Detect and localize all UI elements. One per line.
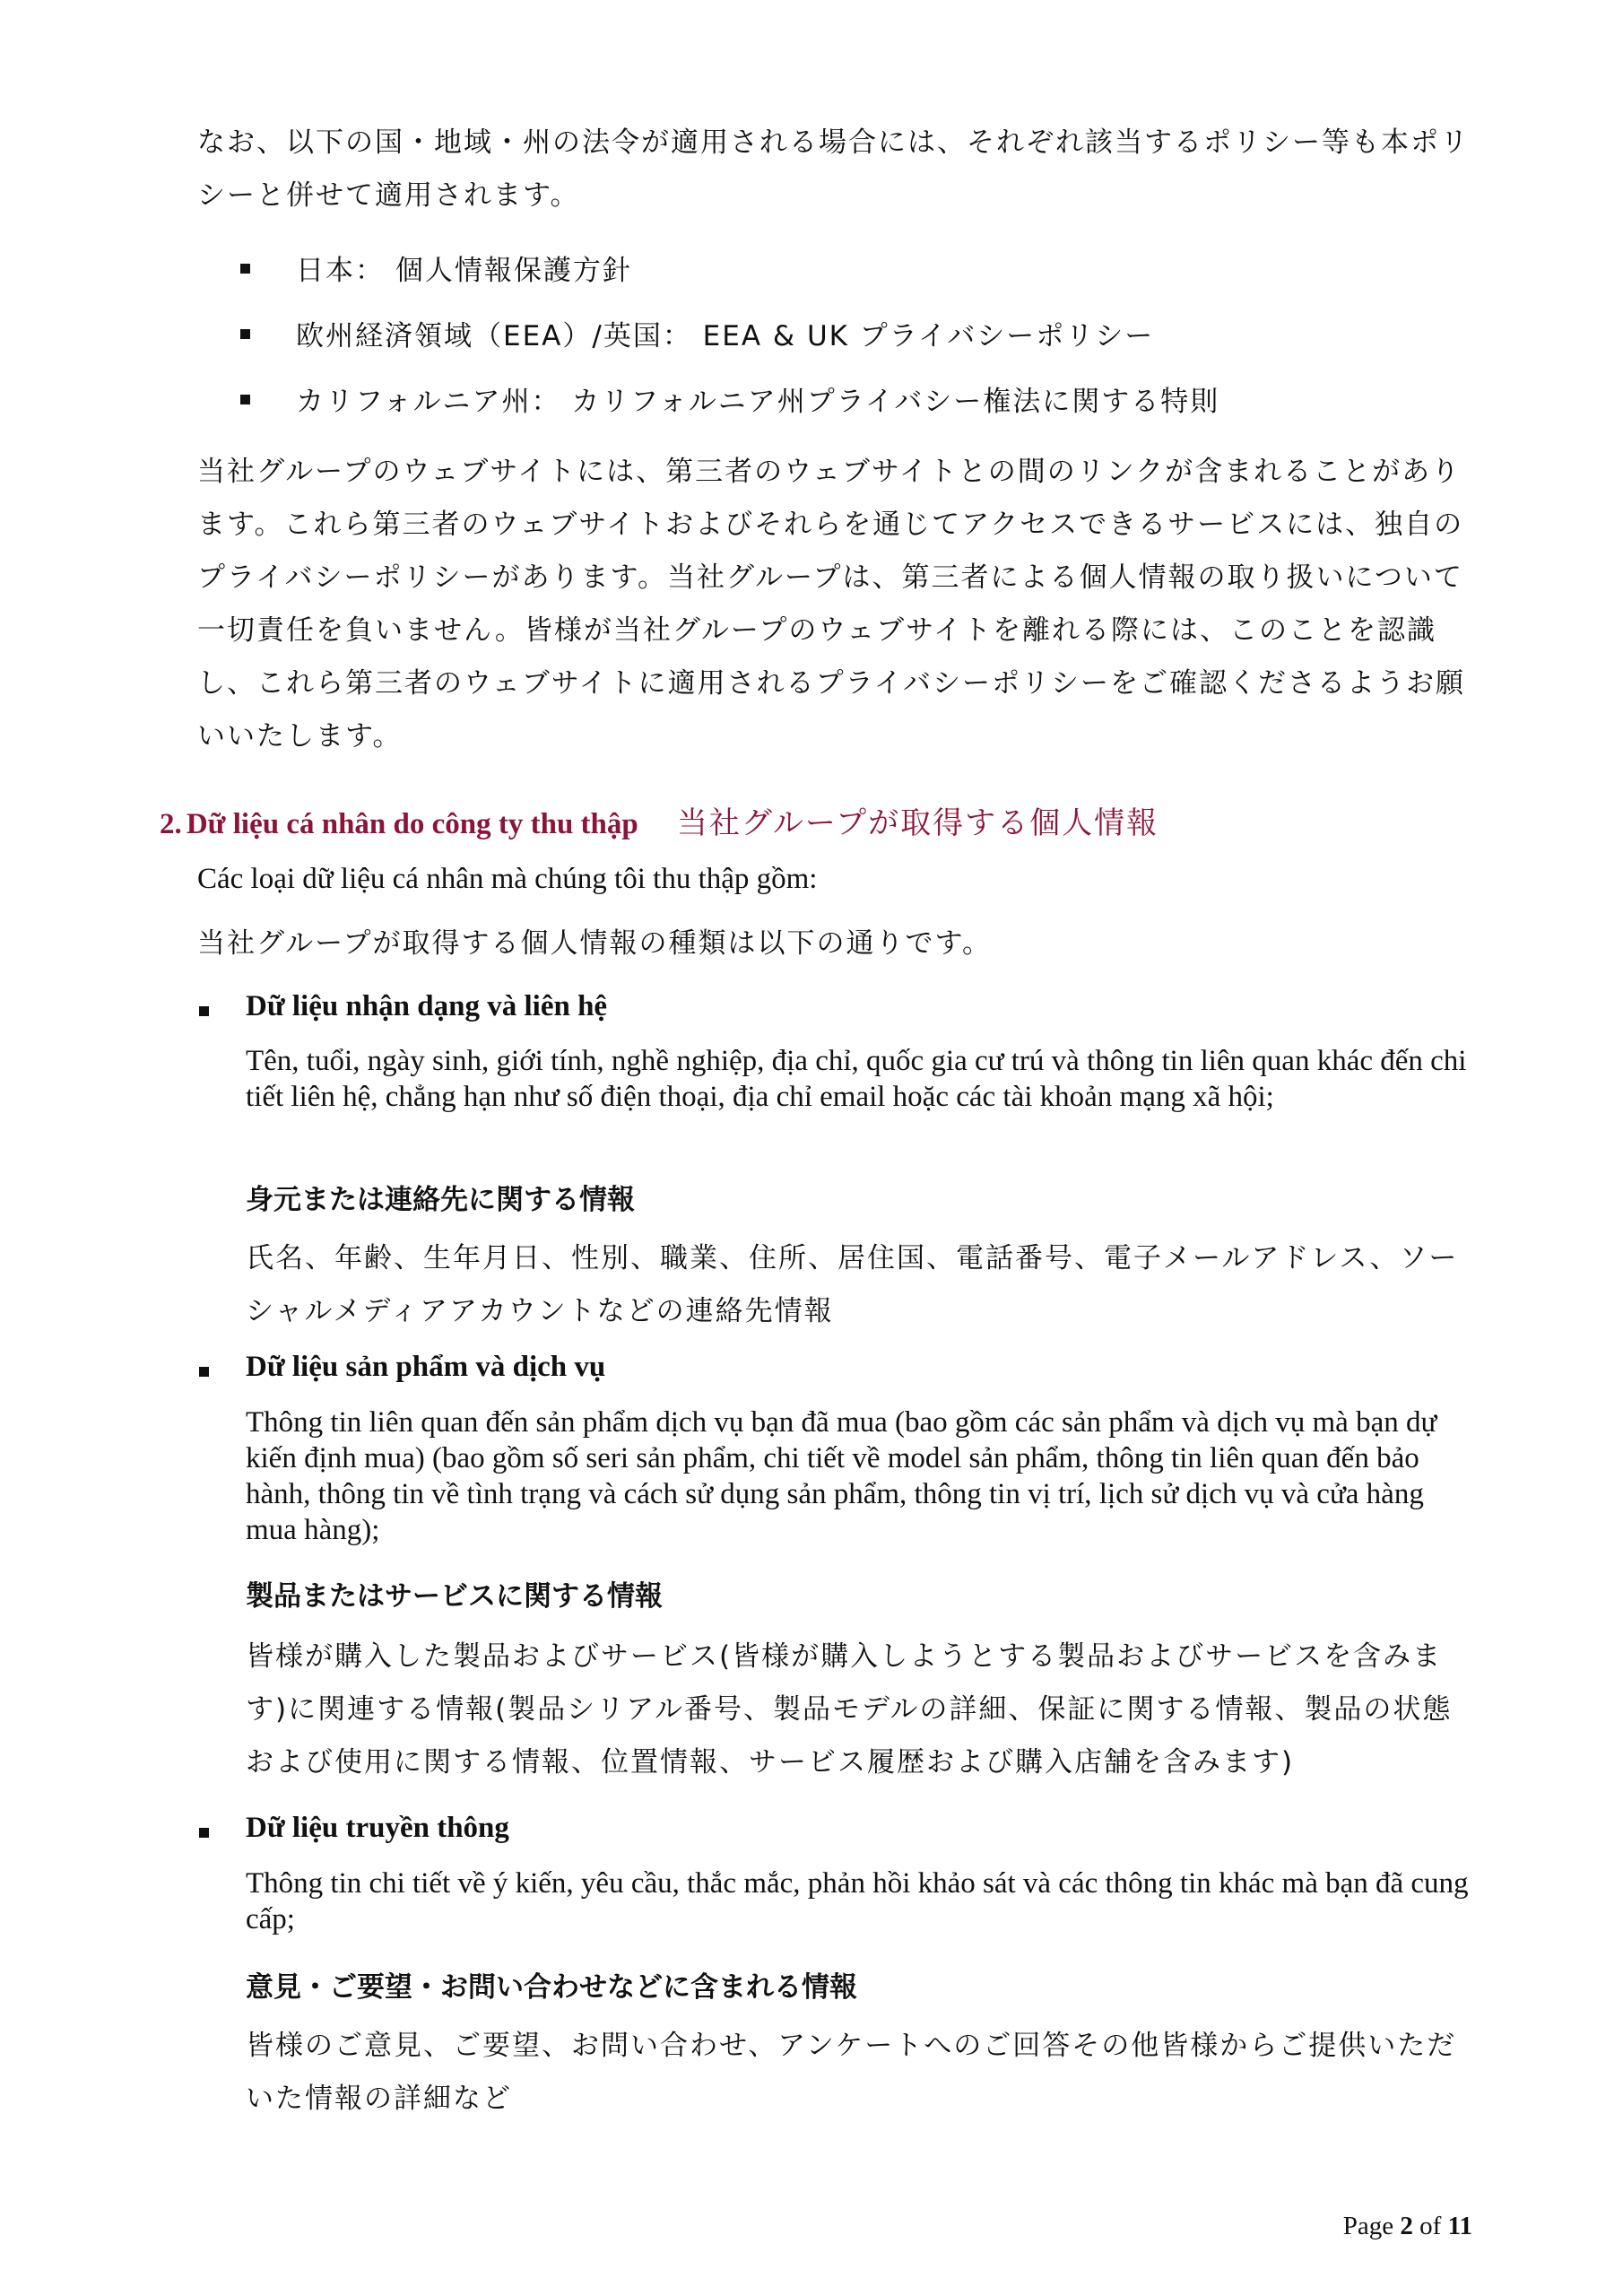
square-bullet-icon xyxy=(199,1006,209,1016)
intro-paragraph: なお、以下の国・地域・州の法令が適用される場合には、それぞれ該当するポリシー等も本ポリシーと併せて適用されます。 xyxy=(197,126,1470,212)
item-body-jp: 皆様が購入した製品およびサービス(皆様が購入しようとする製品およびサービスを含みます)に関連する情報(製品シリアル番号、製品モデルの詳細、保証に関する情報、製品の状態および使用に関する情報、位置情報、サービス履歴および購入店舗を含みます) xyxy=(246,1640,1453,1779)
list-item-text: 日本： 個人情報保護方針 xyxy=(296,255,632,287)
item-title-vn: Dữ liệu nhận dạng và liên hệ xyxy=(246,990,608,1022)
section-intro-jp: 当社グループが取得する個人情報の種類は以下の通りです。 xyxy=(197,927,993,960)
item-title-jp: 意見・ご要望・お問い合わせなどに含まれる情報 xyxy=(246,1971,857,2004)
item-body-vn: Tên, tuổi, ngày sinh, giới tính, nghề nghiệp, địa chỉ, quốc gia cư trú và thông tin liên quan khác đến chi tiết liên hệ, chẳng hạn như số điện thoại, địa chỉ email hoặc các tài khoản mạng xã hội; xyxy=(246,1045,1467,1113)
section-heading xyxy=(160,798,1159,842)
section-heading-vn: Dữ liệu cá nhân do công ty thu thập xyxy=(186,808,638,840)
section-heading-jp: 当社グループが取得する個人情報 xyxy=(676,805,1159,841)
of-word: of xyxy=(1419,2212,1442,2240)
square-bullet-icon xyxy=(199,1828,209,1838)
item-title-jp: 身元または連絡先に関する情報 xyxy=(246,1184,635,1216)
third-party-paragraph: 当社グループのウェブサイトには、第三者のウェブサイトとの間のリンクが含まれることがあります。これら第三者のウェブサイトおよびそれらを通じてアクセスできるサービスには、独自のプライバシーポリシーがあります。当社グループは、第三者による個人情報の取り扱いについて一切責任を負いません。皆様が当社グループのウェブサイトを離れる際には、このことを認識し、これら第三者のウェブサイトに適用されるプライバシーポリシーをご確認くださるようお願いいたします。 xyxy=(197,456,1466,752)
square-bullet-icon xyxy=(240,264,250,274)
page-number xyxy=(1343,2212,1472,2241)
item-body-vn: Thông tin chi tiết về ý kiến, yêu cầu, thắc mắc, phản hồi khảo sát và các thông tin khác mà bạn đã cung cấp; xyxy=(246,1867,1469,1935)
total-pages: 11 xyxy=(1447,2212,1472,2240)
section-number: 2. xyxy=(160,808,182,840)
page-word: Page xyxy=(1342,2212,1394,2240)
square-bullet-icon xyxy=(199,1367,209,1377)
item-title-vn: Dữ liệu sản phẩm và dịch vụ xyxy=(246,1351,606,1383)
current-page: 2 xyxy=(1400,2212,1413,2240)
square-bullet-icon xyxy=(240,329,250,339)
item-body-jp: 氏名、年齢、生年月日、性別、職業、住所、居住国、電話番号、電子メールアドレス、ソーシャルメディアアカウントなどの連絡先情報 xyxy=(246,1242,1459,1327)
item-body-vn: Thông tin liên quan đến sản phẩm dịch vụ bạn đã mua (bao gồm các sản phẩm và dịch vụ mà bạn dự kiến định mua) (bao gồm số seri sản phẩm, chi tiết về model sản phẩm, thông tin liên quan đến bảo hành, thông tin về tình trạng và cách sử dụng sản phẩm, thông tin vị trí, lịch sử dịch vụ và cửa hàng mua hàng); xyxy=(246,1406,1437,1546)
item-body-jp: 皆様のご意見、ご要望、お問い合わせ、アンケートへのご回答その他皆様からご提供いただいた情報の詳細など xyxy=(246,2030,1457,2115)
list-item-text: カリフォルニア州： カリフォルニア州プライバシー権法に関する特則 xyxy=(296,386,1220,418)
list-item-text: 欧州経済領域（EEA）/英国： EEA & UK プライバシーポリシー xyxy=(296,320,1155,352)
section-intro-vn: Các loại dữ liệu cá nhân mà chúng tôi thu thập gồm: xyxy=(197,863,818,895)
item-title-vn: Dữ liệu truyền thông xyxy=(246,1812,509,1844)
square-bullet-icon xyxy=(240,395,250,404)
item-title-jp: 製品またはサービスに関する情報 xyxy=(246,1580,663,1613)
